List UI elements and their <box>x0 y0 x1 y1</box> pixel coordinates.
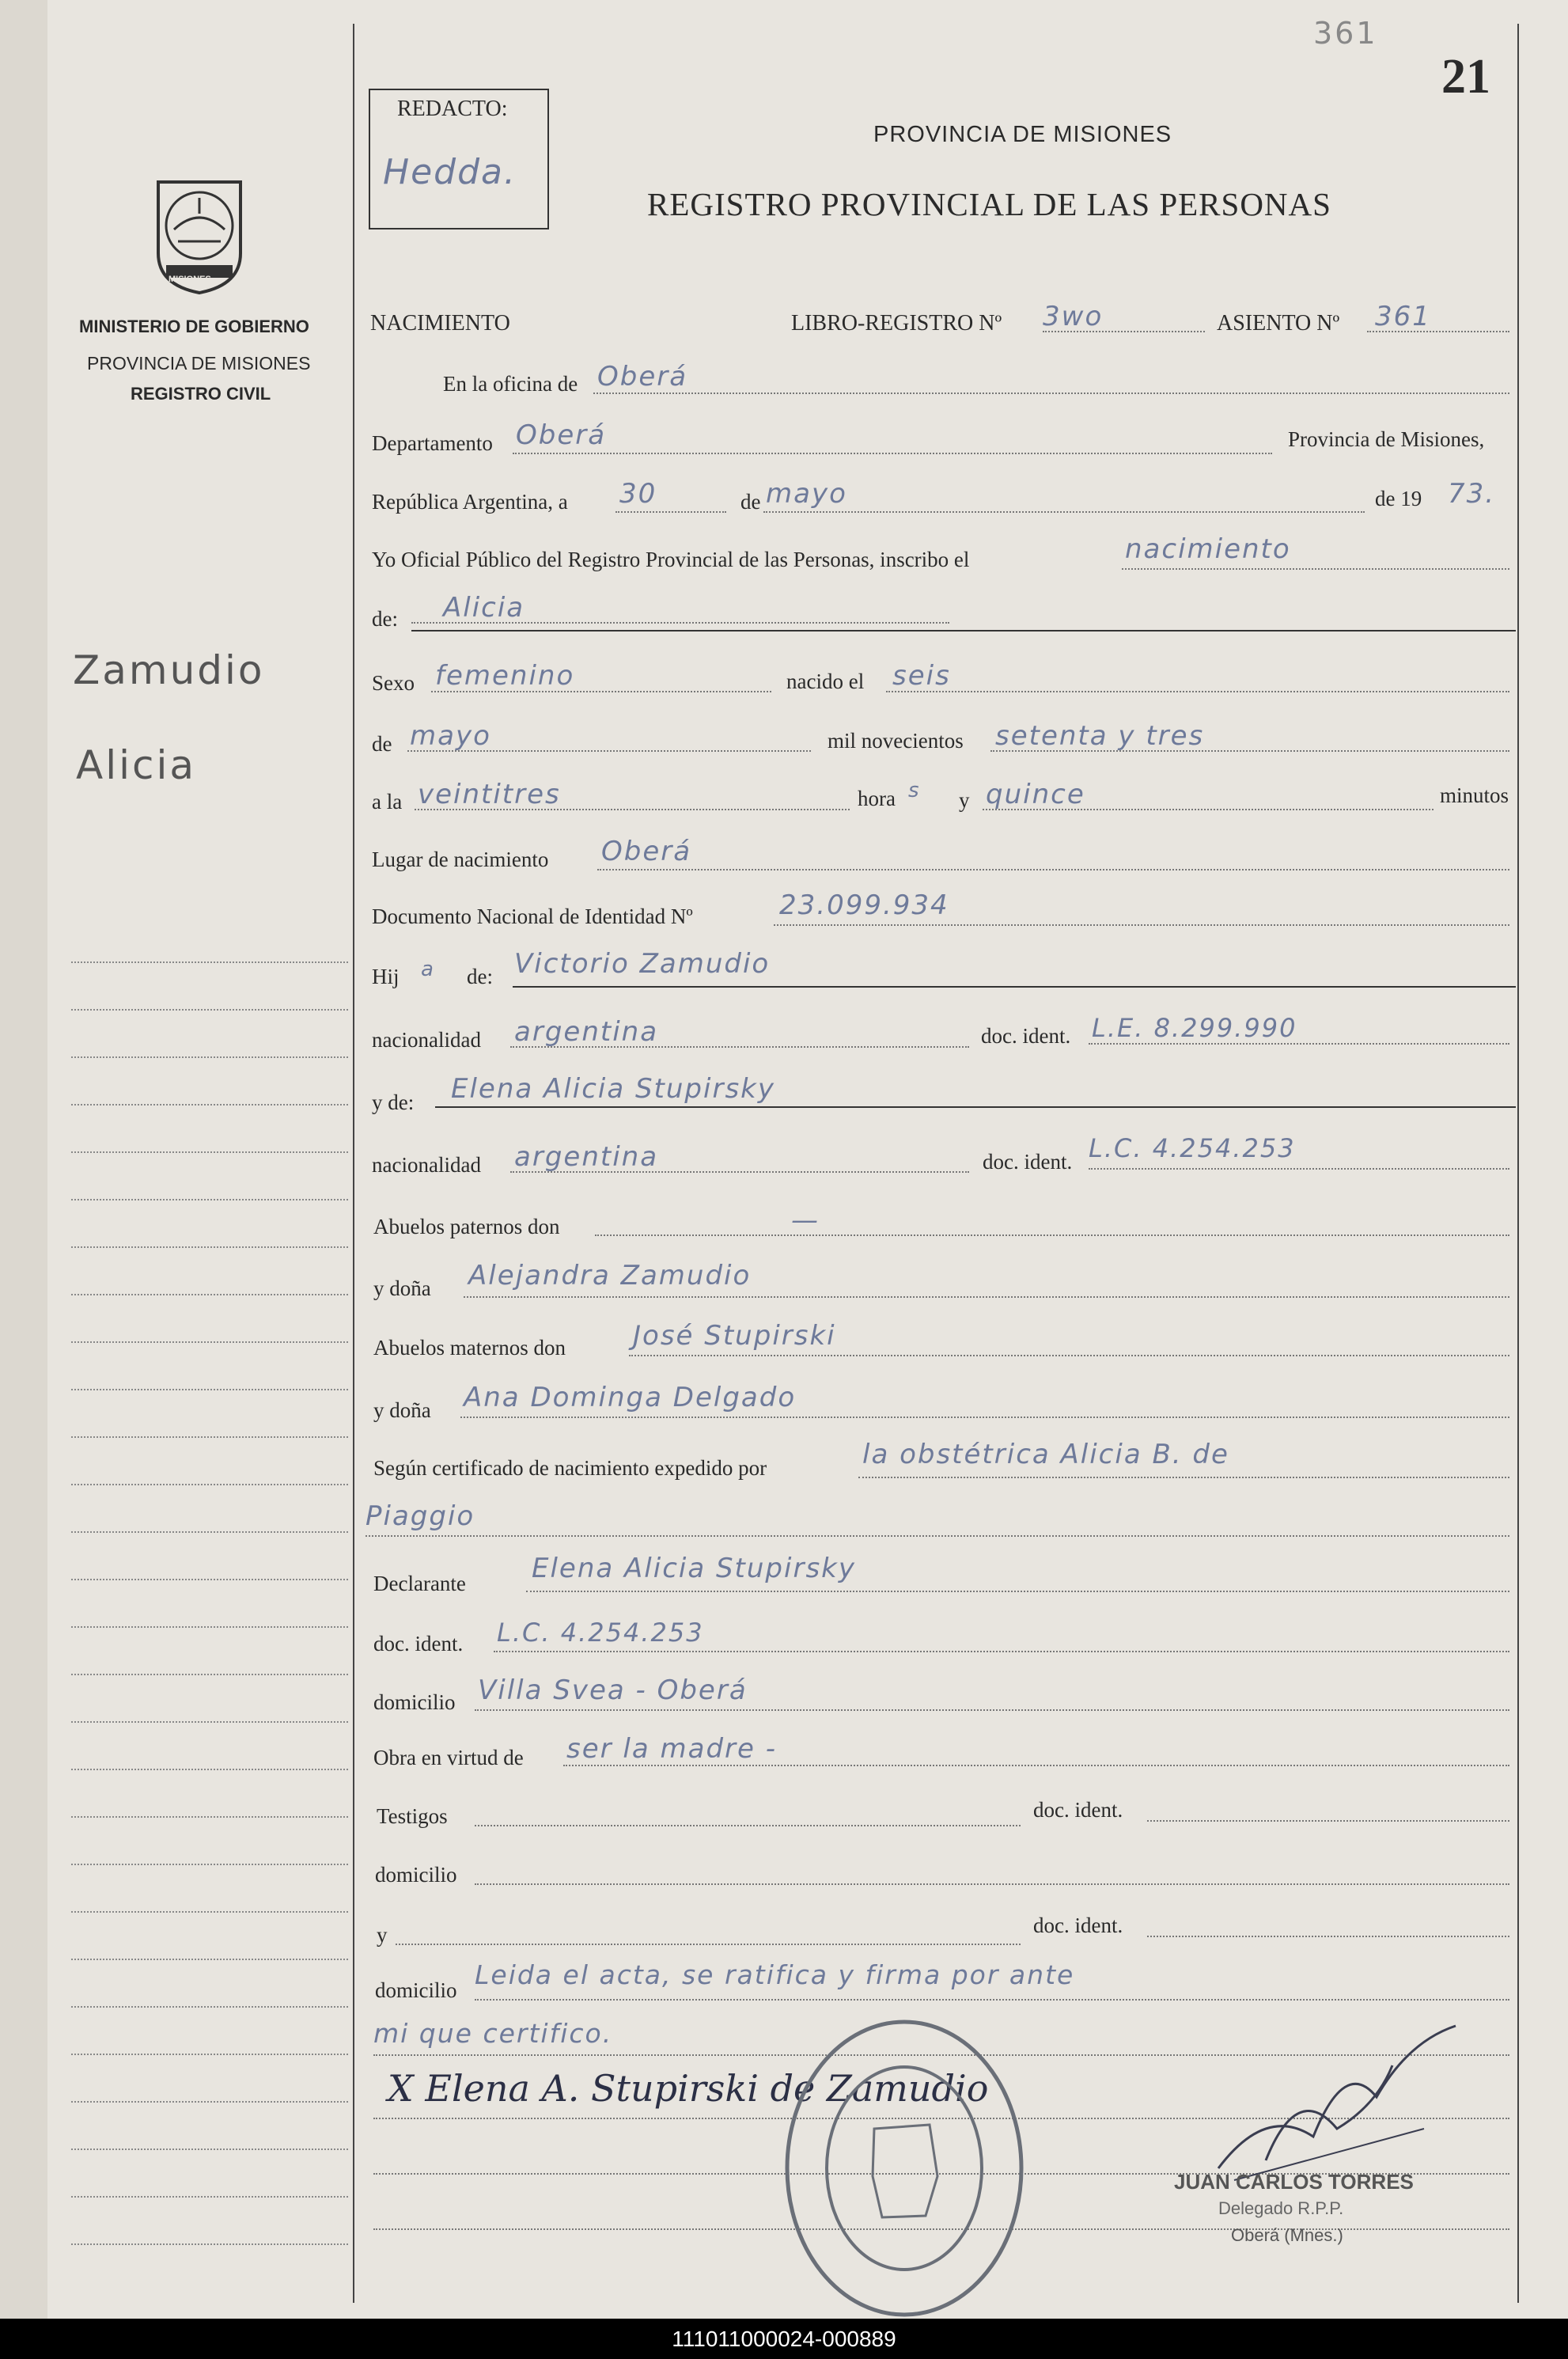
official-place-stamp: Oberá (Mnes.) <box>1231 2225 1343 2245</box>
margin-rule <box>71 1959 348 1960</box>
hij-de-label: de: <box>467 965 493 988</box>
margin-rule <box>71 1389 348 1390</box>
redacto-box <box>369 89 549 229</box>
oficina-value: Oberá <box>597 361 688 393</box>
libro-value: 3wo <box>1043 301 1104 332</box>
oficina-label: En la oficina de <box>443 372 578 396</box>
libro-dots <box>1043 331 1205 332</box>
nombre-dots <box>411 622 949 624</box>
ydona2-value: Ana Dominga Delgado <box>464 1382 797 1413</box>
margin-rule <box>71 1579 348 1580</box>
mil-dots <box>990 750 1509 752</box>
y-label: y <box>959 788 970 812</box>
departamento-label: Departamento <box>372 431 493 455</box>
declarante-dots <box>526 1591 1509 1592</box>
margin-rule <box>71 2101 348 2103</box>
a-la-label: a la <box>372 790 403 814</box>
margin-rule <box>71 1769 348 1770</box>
de-mes-label: de <box>372 732 392 756</box>
doc3-dots <box>494 1651 1509 1652</box>
margin-given-note: Alicia <box>76 742 197 788</box>
y-dots <box>396 1944 1021 1945</box>
dni-value: 23.099.934 <box>779 889 949 921</box>
nombre-value: Alicia <box>443 592 525 624</box>
seal-text: MISIONES <box>169 275 211 284</box>
minutos-value: quince <box>986 779 1085 810</box>
redacto-handwriting: Hedda. <box>383 152 517 192</box>
dia-dots <box>615 511 726 513</box>
margin-rule <box>71 1294 348 1295</box>
cert-value-continued: Piaggio <box>365 1500 475 1532</box>
nacido-label: nacido el <box>786 669 865 693</box>
dom3-value-continued: mi que certifico. <box>373 2018 613 2049</box>
dom1-value: Villa Svea - Oberá <box>478 1674 748 1706</box>
nac1-dots <box>510 1046 969 1048</box>
hij-label: Hij <box>372 965 400 988</box>
madre-value: Elena Alicia Stupirsky <box>451 1073 775 1105</box>
margin-rule <box>71 1911 348 1913</box>
margin-rule <box>71 1816 348 1818</box>
testigos-dots <box>475 1825 1021 1826</box>
margin-rule <box>71 1721 348 1723</box>
margin-rule <box>71 1341 348 1343</box>
abm-label: Abuelos maternos don <box>373 1336 566 1360</box>
hij-suffix: a <box>421 958 435 981</box>
dom1-dots <box>475 1709 1509 1711</box>
doc1-label: doc. ident. <box>981 1024 1071 1048</box>
margin-rule <box>71 1626 348 1628</box>
cert-value: la obstétrica Alicia B. de <box>862 1439 1229 1470</box>
sexo-dots <box>431 691 771 692</box>
margin-rule <box>71 1674 348 1675</box>
nacido-dots <box>886 691 1509 692</box>
mes-value: mayo <box>766 478 847 510</box>
obra-dots <box>563 1765 1509 1766</box>
declarant-signature: X Elena A. Stupirski de Zamudio <box>388 2067 989 2110</box>
de-mes-value: mayo <box>410 720 491 752</box>
doc4-label: doc. ident. <box>1033 1798 1123 1822</box>
ydona2-dots <box>460 1417 1509 1418</box>
anio-label: de 19 <box>1375 487 1422 510</box>
hora-suffix: s <box>908 779 921 802</box>
oficial-dots <box>1122 568 1509 570</box>
sexo-value: femenino <box>435 660 575 692</box>
declarante-label: Declarante <box>373 1572 466 1595</box>
margin-rule <box>71 1864 348 1865</box>
dia-value: 30 <box>619 478 657 510</box>
nac2-value: argentina <box>514 1141 659 1173</box>
margin-rule <box>71 961 348 963</box>
de-label: de <box>740 490 761 514</box>
asiento-label: ASIENTO Nº <box>1217 311 1340 336</box>
dom1-label: domicilio <box>373 1690 456 1714</box>
margin-rule <box>71 2054 348 2055</box>
abm-value: José Stupirski <box>633 1320 836 1352</box>
y-label-2: y <box>377 1923 388 1947</box>
cert-label: Según certificado de nacimiento expedido por <box>373 1456 767 1480</box>
obra-label: Obra en virtud de <box>373 1746 524 1769</box>
margin-rule <box>71 2196 348 2198</box>
provincia-label: Provincia de Misiones, <box>1288 427 1485 451</box>
nombre-underline <box>411 630 1516 631</box>
official-role-stamp: Delegado R.P.P. <box>1218 2198 1344 2218</box>
dom3-label: domicilio <box>375 1978 457 2002</box>
dom3-value: Leida el acta, se ratifica y firma por ante <box>475 1959 1075 1990</box>
doc2-label: doc. ident. <box>983 1150 1073 1174</box>
record-type: NACIMIENTO <box>370 311 510 336</box>
anio-value: 73. <box>1448 478 1496 510</box>
hora-label: hora <box>858 787 896 810</box>
dom3-dots <box>475 1999 1509 2001</box>
doc3-value: L.C. 4.254.253 <box>497 1618 704 1648</box>
republica-label: República Argentina, a <box>372 490 568 514</box>
official-signature <box>1171 2010 1487 2192</box>
abp-label: Abuelos paternos don <box>373 1215 560 1238</box>
declarante-value: Elena Alicia Stupirsky <box>532 1553 856 1584</box>
dni-label: Documento Nacional de Identidad Nº <box>372 905 693 928</box>
obra-value: ser la madre - <box>566 1733 778 1765</box>
nac1-value: argentina <box>514 1016 659 1048</box>
doc2-dots <box>1089 1168 1509 1170</box>
lugar-label: Lugar de nacimiento <box>372 848 549 871</box>
oval-registry-stamp <box>779 2010 1028 2323</box>
doc1-value: L.E. 8.299.990 <box>1092 1013 1297 1043</box>
sexo-label: Sexo <box>372 671 415 695</box>
dom2-dots <box>475 1883 1509 1885</box>
margin-rule <box>71 1056 348 1058</box>
de-mes-dots <box>407 750 811 752</box>
ministry-line1: MINISTERIO DE GOBIERNO <box>79 317 309 336</box>
padre-underline <box>513 986 1516 988</box>
margin-surname-note: Zamudio <box>73 647 265 693</box>
cert-dots <box>858 1477 1509 1478</box>
redacto-label: REDACTO: <box>397 97 508 121</box>
left-column-rule <box>353 24 354 2303</box>
margin-rule <box>71 2243 348 2245</box>
ydona1-value: Alejandra Zamudio <box>468 1260 752 1291</box>
cert-continued-dots <box>365 1535 1509 1537</box>
pencil-folio-number: 361 <box>1313 16 1378 51</box>
abp-dots <box>595 1234 1509 1236</box>
a-la-dots <box>415 809 850 810</box>
minutos-dots <box>983 809 1434 810</box>
lugar-value: Oberá <box>601 836 692 867</box>
dom2-label: domicilio <box>375 1863 457 1887</box>
nac2-dots <box>510 1171 969 1173</box>
abm-dots <box>629 1355 1509 1356</box>
official-name-stamp: JUAN CARLOS TORRES <box>1174 2170 1414 2194</box>
province-header: PROVINCIA DE MISIONES <box>873 122 1172 147</box>
doc4-dots <box>1147 1820 1509 1822</box>
minutos-label: minutos <box>1440 783 1509 807</box>
margin-rule <box>71 2006 348 2008</box>
a-la-value: veintitres <box>418 779 561 810</box>
margin-rule <box>71 1436 348 1438</box>
right-column-rule <box>1517 24 1519 2303</box>
margin-rule <box>71 1009 348 1011</box>
archive-id-footer: 111011000024-000889 <box>0 2319 1568 2359</box>
margin-rule <box>71 1151 348 1153</box>
margin-rule <box>71 2149 348 2150</box>
abp-value: — <box>791 1204 820 1236</box>
registry-title: REGISTRO PROVINCIAL DE LAS PERSONAS <box>647 186 1331 222</box>
asiento-value: 361 <box>1375 301 1431 332</box>
ministry-line2: PROVINCIA DE MISIONES <box>87 353 311 374</box>
lugar-dots <box>597 869 1509 870</box>
oficial-label: Yo Oficial Público del Registro Provincial de las Personas, inscribo el <box>372 548 970 571</box>
nac2-label: nacionalidad <box>372 1153 481 1177</box>
margin-rule <box>71 1246 348 1248</box>
mes-dots <box>763 511 1365 513</box>
doc3-label: doc. ident. <box>373 1632 464 1655</box>
padre-value: Victorio Zamudio <box>514 948 771 980</box>
binding-margin <box>0 0 47 2319</box>
ministry-line3: REGISTRO CIVIL <box>131 384 271 404</box>
page-number: 21 <box>1441 50 1490 104</box>
margin-rule <box>71 1199 348 1200</box>
nac1-label: nacionalidad <box>372 1028 481 1052</box>
doc1-dots <box>1089 1043 1509 1045</box>
margin-rule <box>71 1531 348 1533</box>
madre-underline <box>435 1106 1516 1108</box>
oficial-value: nacimiento <box>1125 533 1291 565</box>
ydona1-label: y doña <box>373 1276 431 1300</box>
departamento-dots <box>513 453 1272 454</box>
nacido-value: seis <box>892 660 951 692</box>
de-nombre-label: de: <box>372 607 398 631</box>
asiento-dots <box>1367 331 1509 332</box>
mil-label: mil novecientos <box>828 729 964 753</box>
departamento-value: Oberá <box>516 419 607 451</box>
ydona1-dots <box>464 1296 1509 1298</box>
yde-label: y de: <box>372 1090 415 1114</box>
oficina-dots <box>593 393 1509 394</box>
dni-dots <box>774 924 1509 926</box>
testigos-label: Testigos <box>377 1804 448 1828</box>
libro-label: LIBRO-REGISTRO Nº <box>791 311 1002 336</box>
ydona2-label: y doña <box>373 1398 431 1422</box>
mil-value: setenta y tres <box>995 720 1205 752</box>
doc5-label: doc. ident. <box>1033 1913 1123 1937</box>
doc5-dots <box>1147 1936 1509 1937</box>
margin-rule <box>71 1484 348 1485</box>
doc2-value: L.C. 4.254.253 <box>1089 1133 1296 1163</box>
margin-rule <box>71 1104 348 1106</box>
